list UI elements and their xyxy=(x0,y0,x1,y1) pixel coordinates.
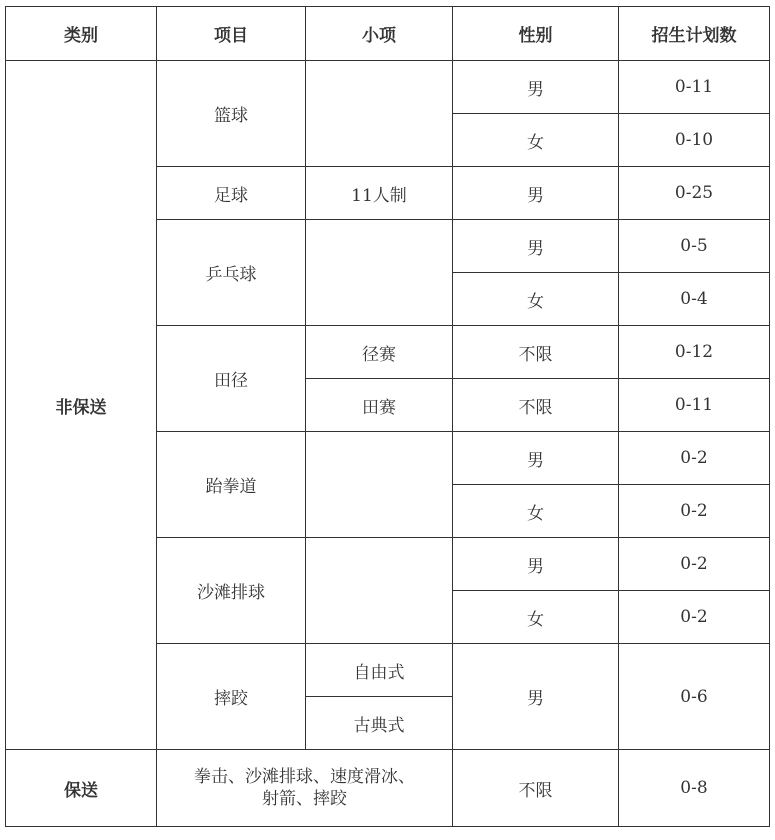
category-nonguaranteed: 非保送 xyxy=(6,61,157,750)
gender-cell: 男 xyxy=(453,644,619,750)
project-taekwondo: 跆拳道 xyxy=(157,432,306,538)
project-beach-volleyball: 沙滩排球 xyxy=(157,538,306,644)
quota-cell: 0-2 xyxy=(619,485,770,538)
quota-cell: 0-11 xyxy=(619,61,770,114)
table-row xyxy=(6,61,770,114)
gender-cell: 女 xyxy=(453,485,619,538)
gender-cell: 女 xyxy=(453,273,619,326)
subitem-empty xyxy=(306,220,453,326)
guaranteed-projects xyxy=(157,750,453,827)
category-guaranteed: 保送 xyxy=(6,750,157,827)
project-football: 足球 xyxy=(157,167,306,220)
gender-cell: 不限 xyxy=(453,379,619,432)
project-athletics: 田径 xyxy=(157,326,306,432)
subitem-cell: 田赛 xyxy=(306,379,453,432)
gender-cell: 女 xyxy=(453,114,619,167)
gender-cell: 女 xyxy=(453,591,619,644)
subitem-cell: 11人制 xyxy=(306,167,453,220)
header-category: 类别 xyxy=(6,7,157,61)
quota-cell: 0-6 xyxy=(619,644,770,750)
header-project: 项目 xyxy=(157,7,306,61)
quota-cell: 0-2 xyxy=(619,591,770,644)
table-row xyxy=(6,750,770,827)
quota-cell: 0-4 xyxy=(619,273,770,326)
gender-cell: 男 xyxy=(453,538,619,591)
quota-cell: 0-5 xyxy=(619,220,770,273)
guaranteed-projects-line1: 拳击、沙滩排球、速度滑冰、 xyxy=(194,767,415,787)
subitem-cell: 自由式 xyxy=(306,644,453,697)
gender-cell: 不限 xyxy=(453,750,619,827)
subitem-empty xyxy=(306,432,453,538)
quota-cell: 0-12 xyxy=(619,326,770,379)
gender-cell: 男 xyxy=(453,432,619,485)
gender-cell: 男 xyxy=(453,167,619,220)
project-pingpong: 乒乓球 xyxy=(157,220,306,326)
gender-cell: 不限 xyxy=(453,326,619,379)
quota-cell: 0-11 xyxy=(619,379,770,432)
guaranteed-projects-line2: 射箭、摔跤 xyxy=(262,789,347,809)
subitem-cell: 古典式 xyxy=(306,697,453,750)
enrollment-plan-table xyxy=(5,6,770,827)
quota-cell: 0-25 xyxy=(619,167,770,220)
subitem-empty xyxy=(306,538,453,644)
header-row xyxy=(6,7,770,61)
quota-cell: 0-2 xyxy=(619,432,770,485)
header-gender: 性别 xyxy=(453,7,619,61)
subitem-empty xyxy=(306,61,453,167)
subitem-cell: 径赛 xyxy=(306,326,453,379)
header-quota: 招生计划数 xyxy=(619,7,770,61)
gender-cell: 男 xyxy=(453,61,619,114)
quota-cell: 0-10 xyxy=(619,114,770,167)
quota-cell: 0-2 xyxy=(619,538,770,591)
project-basketball: 篮球 xyxy=(157,61,306,167)
header-subitem: 小项 xyxy=(306,7,453,61)
gender-cell: 男 xyxy=(453,220,619,273)
project-wrestling: 摔跤 xyxy=(157,644,306,750)
quota-cell: 0-8 xyxy=(619,750,770,827)
